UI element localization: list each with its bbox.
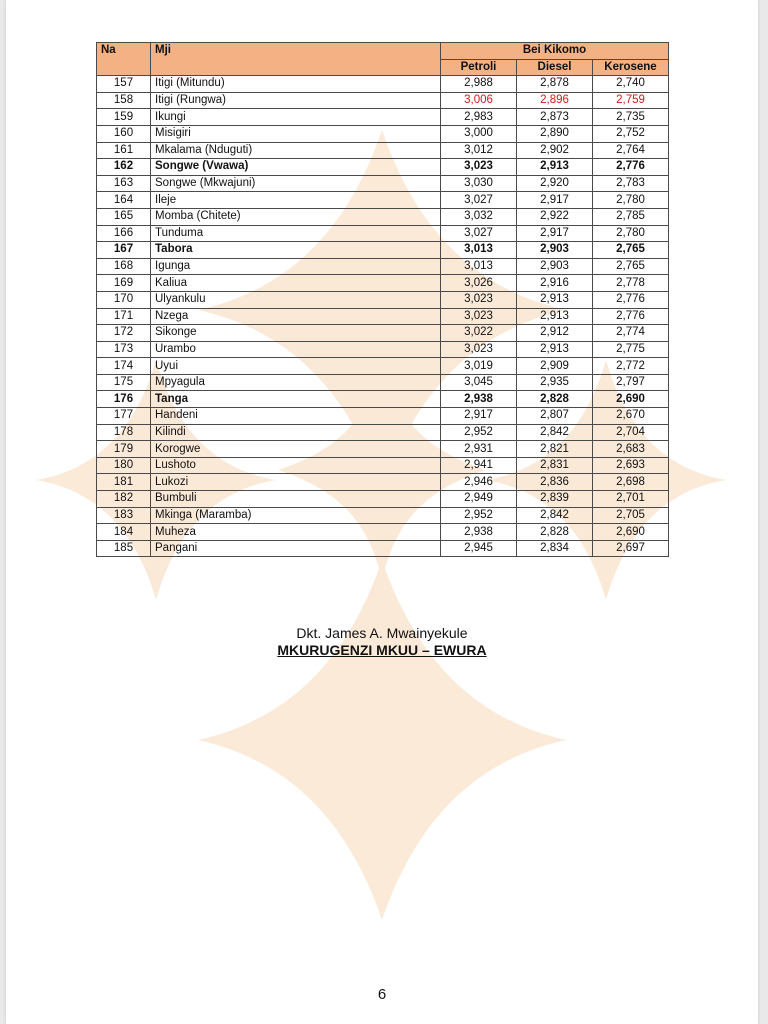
cell-na: 167 [97, 242, 151, 259]
cell-na: 157 [97, 76, 151, 93]
table-row [97, 408, 669, 425]
cell-mji: Kaliua [151, 275, 441, 292]
table-header-row [97, 43, 669, 60]
cell-mji: Tunduma [151, 225, 441, 242]
header-bei-kikomo: Bei Kikomo [441, 43, 669, 60]
cell-diesel: 2,878 [517, 76, 593, 93]
table-row [97, 109, 669, 126]
cell-na: 169 [97, 275, 151, 292]
cell-diesel: 2,909 [517, 358, 593, 375]
cell-petroli: 3,019 [441, 358, 517, 375]
cell-petroli: 3,013 [441, 242, 517, 259]
cell-mji: Lushoto [151, 457, 441, 474]
table-row [97, 242, 669, 259]
header-petroli: Petroli [441, 59, 517, 76]
cell-diesel: 2,917 [517, 192, 593, 209]
table-row [97, 225, 669, 242]
cell-na: 177 [97, 408, 151, 425]
cell-na: 170 [97, 291, 151, 308]
cell-kerosene: 2,759 [593, 92, 669, 109]
cell-diesel: 2,902 [517, 142, 593, 159]
cell-diesel: 2,916 [517, 275, 593, 292]
cell-petroli: 3,023 [441, 159, 517, 176]
cell-mji: Handeni [151, 408, 441, 425]
table-row [97, 524, 669, 541]
cell-petroli: 2,949 [441, 491, 517, 508]
cell-kerosene: 2,693 [593, 457, 669, 474]
cell-kerosene: 2,776 [593, 159, 669, 176]
table-row [97, 125, 669, 142]
cell-kerosene: 2,697 [593, 540, 669, 557]
cell-mji: Mkinga (Maramba) [151, 507, 441, 524]
cell-mji: Mkalama (Nduguti) [151, 142, 441, 159]
cell-mji: Ulyankulu [151, 291, 441, 308]
cell-kerosene: 2,735 [593, 109, 669, 126]
cell-kerosene: 2,683 [593, 441, 669, 458]
cell-diesel: 2,913 [517, 341, 593, 358]
cell-diesel: 2,807 [517, 408, 593, 425]
cell-diesel: 2,917 [517, 225, 593, 242]
table-row [97, 491, 669, 508]
cell-mji: Itigi (Rungwa) [151, 92, 441, 109]
table-row [97, 424, 669, 441]
cell-petroli: 3,032 [441, 208, 517, 225]
table-row [97, 92, 669, 109]
cell-diesel: 2,839 [517, 491, 593, 508]
cell-petroli: 2,945 [441, 540, 517, 557]
cell-mji: Misigiri [151, 125, 441, 142]
cell-diesel: 2,920 [517, 175, 593, 192]
header-kerosene: Kerosene [593, 59, 669, 76]
cell-petroli: 3,027 [441, 225, 517, 242]
cell-mji: Sikonge [151, 325, 441, 342]
cell-diesel: 2,903 [517, 242, 593, 259]
cell-na: 163 [97, 175, 151, 192]
cell-petroli: 2,952 [441, 424, 517, 441]
cell-mji: Nzega [151, 308, 441, 325]
cell-mji: Urambo [151, 341, 441, 358]
cell-kerosene: 2,778 [593, 275, 669, 292]
cell-kerosene: 2,670 [593, 408, 669, 425]
cell-petroli: 3,006 [441, 92, 517, 109]
cell-diesel: 2,834 [517, 540, 593, 557]
cell-diesel: 2,831 [517, 457, 593, 474]
page-number: 6 [377, 986, 387, 1003]
table-row [97, 507, 669, 524]
cell-mji: Lukozi [151, 474, 441, 491]
cell-na: 172 [97, 325, 151, 342]
cell-na: 183 [97, 507, 151, 524]
cell-mji: Pangani [151, 540, 441, 557]
cell-mji: Kilindi [151, 424, 441, 441]
table-row [97, 441, 669, 458]
cell-diesel: 2,903 [517, 258, 593, 275]
cell-mji: Uyui [151, 358, 441, 375]
cell-petroli: 3,045 [441, 374, 517, 391]
cell-kerosene: 2,775 [593, 341, 669, 358]
header-na: Na [97, 43, 151, 76]
cell-na: 159 [97, 109, 151, 126]
cell-kerosene: 2,690 [593, 524, 669, 541]
cell-kerosene: 2,690 [593, 391, 669, 408]
cell-diesel: 2,913 [517, 291, 593, 308]
table-row [97, 175, 669, 192]
cell-diesel: 2,828 [517, 391, 593, 408]
table-row [97, 374, 669, 391]
cell-diesel: 2,836 [517, 474, 593, 491]
header-mji: Mji [151, 43, 441, 76]
cell-na: 184 [97, 524, 151, 541]
cell-na: 174 [97, 358, 151, 375]
cell-petroli: 3,000 [441, 125, 517, 142]
table-row [97, 474, 669, 491]
cell-petroli: 2,938 [441, 391, 517, 408]
cell-na: 160 [97, 125, 151, 142]
table-row [97, 391, 669, 408]
cell-kerosene: 2,797 [593, 374, 669, 391]
fuel-price-table [96, 42, 669, 557]
cell-diesel: 2,873 [517, 109, 593, 126]
cell-diesel: 2,842 [517, 507, 593, 524]
cell-na: 182 [97, 491, 151, 508]
cell-diesel: 2,935 [517, 374, 593, 391]
header-diesel: Diesel [517, 59, 593, 76]
cell-na: 178 [97, 424, 151, 441]
cell-mji: Songwe (Vwawa) [151, 159, 441, 176]
cell-na: 171 [97, 308, 151, 325]
cell-diesel: 2,912 [517, 325, 593, 342]
cell-na: 185 [97, 540, 151, 557]
cell-petroli: 3,023 [441, 308, 517, 325]
table-row [97, 308, 669, 325]
cell-petroli: 3,012 [441, 142, 517, 159]
cell-kerosene: 2,772 [593, 358, 669, 375]
table-row [97, 325, 669, 342]
cell-diesel: 2,913 [517, 308, 593, 325]
cell-na: 162 [97, 159, 151, 176]
cell-petroli: 2,946 [441, 474, 517, 491]
cell-diesel: 2,922 [517, 208, 593, 225]
cell-kerosene: 2,740 [593, 76, 669, 93]
cell-kerosene: 2,698 [593, 474, 669, 491]
signatory-title: MKURUGENZI MKUU – EWURA [277, 642, 487, 658]
cell-petroli: 3,023 [441, 291, 517, 308]
cell-diesel: 2,896 [517, 92, 593, 109]
cell-kerosene: 2,774 [593, 325, 669, 342]
table-row [97, 540, 669, 557]
table-row [97, 142, 669, 159]
cell-mji: Igunga [151, 258, 441, 275]
cell-na: 161 [97, 142, 151, 159]
cell-kerosene: 2,765 [593, 258, 669, 275]
cell-petroli: 3,027 [441, 192, 517, 209]
cell-petroli: 3,023 [441, 341, 517, 358]
cell-kerosene: 2,764 [593, 142, 669, 159]
cell-na: 158 [97, 92, 151, 109]
cell-mji: Muheza [151, 524, 441, 541]
cell-kerosene: 2,752 [593, 125, 669, 142]
cell-petroli: 3,022 [441, 325, 517, 342]
cell-mji: Itigi (Mitundu) [151, 76, 441, 93]
cell-mji: Tanga [151, 391, 441, 408]
cell-mji: Mpyagula [151, 374, 441, 391]
cell-na: 168 [97, 258, 151, 275]
cell-kerosene: 2,785 [593, 208, 669, 225]
cell-na: 175 [97, 374, 151, 391]
cell-kerosene: 2,701 [593, 491, 669, 508]
cell-diesel: 2,890 [517, 125, 593, 142]
cell-diesel: 2,913 [517, 159, 593, 176]
table-body [97, 76, 669, 557]
table-row [97, 358, 669, 375]
cell-diesel: 2,842 [517, 424, 593, 441]
cell-na: 176 [97, 391, 151, 408]
signatory-name: Dkt. James A. Mwainyekule [296, 625, 468, 641]
document-page [6, 0, 758, 1024]
cell-petroli: 2,938 [441, 524, 517, 541]
cell-petroli: 2,983 [441, 109, 517, 126]
table-row [97, 457, 669, 474]
cell-petroli: 3,013 [441, 258, 517, 275]
cell-diesel: 2,828 [517, 524, 593, 541]
cell-kerosene: 2,780 [593, 192, 669, 209]
table-row [97, 76, 669, 93]
table-row [97, 341, 669, 358]
cell-kerosene: 2,780 [593, 225, 669, 242]
table-row [97, 159, 669, 176]
table-row [97, 192, 669, 209]
cell-petroli: 2,917 [441, 408, 517, 425]
cell-mji: Momba (Chitete) [151, 208, 441, 225]
cell-mji: Songwe (Mkwajuni) [151, 175, 441, 192]
cell-kerosene: 2,705 [593, 507, 669, 524]
cell-na: 179 [97, 441, 151, 458]
cell-na: 173 [97, 341, 151, 358]
cell-kerosene: 2,783 [593, 175, 669, 192]
cell-kerosene: 2,765 [593, 242, 669, 259]
cell-kerosene: 2,776 [593, 291, 669, 308]
table-row [97, 275, 669, 292]
cell-mji: Bumbuli [151, 491, 441, 508]
table-row [97, 208, 669, 225]
cell-mji: Ikungi [151, 109, 441, 126]
cell-petroli: 2,931 [441, 441, 517, 458]
cell-kerosene: 2,704 [593, 424, 669, 441]
table-row [97, 291, 669, 308]
cell-petroli: 2,988 [441, 76, 517, 93]
cell-petroli: 3,030 [441, 175, 517, 192]
cell-mji: Tabora [151, 242, 441, 259]
cell-diesel: 2,821 [517, 441, 593, 458]
cell-petroli: 2,941 [441, 457, 517, 474]
cell-kerosene: 2,776 [593, 308, 669, 325]
cell-na: 165 [97, 208, 151, 225]
cell-petroli: 3,026 [441, 275, 517, 292]
cell-mji: Korogwe [151, 441, 441, 458]
cell-na: 166 [97, 225, 151, 242]
cell-na: 181 [97, 474, 151, 491]
cell-na: 180 [97, 457, 151, 474]
cell-mji: Ileje [151, 192, 441, 209]
cell-na: 164 [97, 192, 151, 209]
table-row [97, 258, 669, 275]
cell-petroli: 2,952 [441, 507, 517, 524]
